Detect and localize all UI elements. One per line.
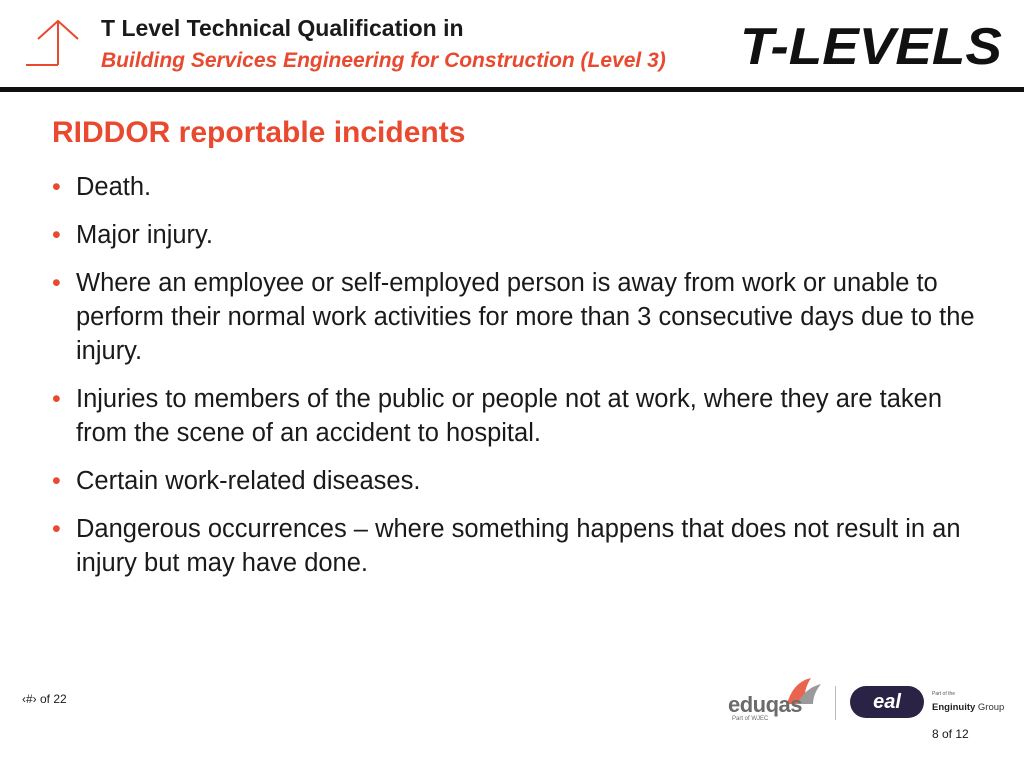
enginuity-tagline: Part of the [932, 691, 956, 697]
bullet-marker: • [52, 385, 61, 413]
page-number: 8 of 12 [932, 727, 969, 741]
bullet-text: Where an employee or self-employed person is away from work or unable to perform their normal work activities for more than 3 consecutive days due to the injury. [76, 269, 975, 365]
logo-divider [835, 686, 836, 720]
enginuity-name-rest: Group [977, 702, 1005, 713]
bullet-text: Injuries to members of the public or people not at work, where they are taken from the scene of an accident to hospital. [76, 385, 943, 447]
bullet-text: Dangerous occurrences – where something happens that does not result in an injury but may have done. [76, 515, 961, 577]
bullet-marker: • [52, 221, 61, 249]
eal-logo: eal [850, 686, 924, 718]
bullet-text: Certain work-related diseases. [76, 467, 421, 495]
bullet-marker: • [52, 515, 61, 543]
bullet-item [52, 464, 982, 498]
eduqas-tagline: Part of WJEC [732, 716, 769, 722]
t-levels-logo-text: T-LEVELS [740, 18, 1003, 70]
slide-number-placeholder: ‹#› of 22 [22, 692, 67, 706]
eduqas-logo-text: eduqas [728, 692, 803, 717]
qualification-subtitle: Building Services Engineering for Construction (Level 3) [101, 49, 666, 72]
bullet-list [52, 170, 982, 594]
bullet-marker: • [52, 269, 61, 297]
bullet-item [52, 266, 982, 368]
slide-title: RIDDOR reportable incidents [52, 116, 466, 149]
bullet-item [52, 382, 982, 450]
t-levels-logo [740, 18, 1005, 70]
bullet-marker: • [52, 467, 61, 495]
bullet-item [52, 170, 982, 204]
arrow-logo-icon [20, 17, 82, 71]
bullet-text: Major injury. [76, 221, 213, 249]
enginuity-name-bold: Enginuity [932, 702, 976, 713]
qualification-title: T Level Technical Qualification in [101, 15, 464, 41]
bullet-item [52, 218, 982, 252]
footer-logos [728, 672, 1018, 728]
bullet-item [52, 512, 982, 580]
bullet-marker: • [52, 173, 61, 201]
enginuity-logo [932, 702, 1004, 713]
header-divider [0, 87, 1024, 92]
bullet-text: Death. [76, 173, 152, 201]
slide-header [0, 0, 1024, 92]
